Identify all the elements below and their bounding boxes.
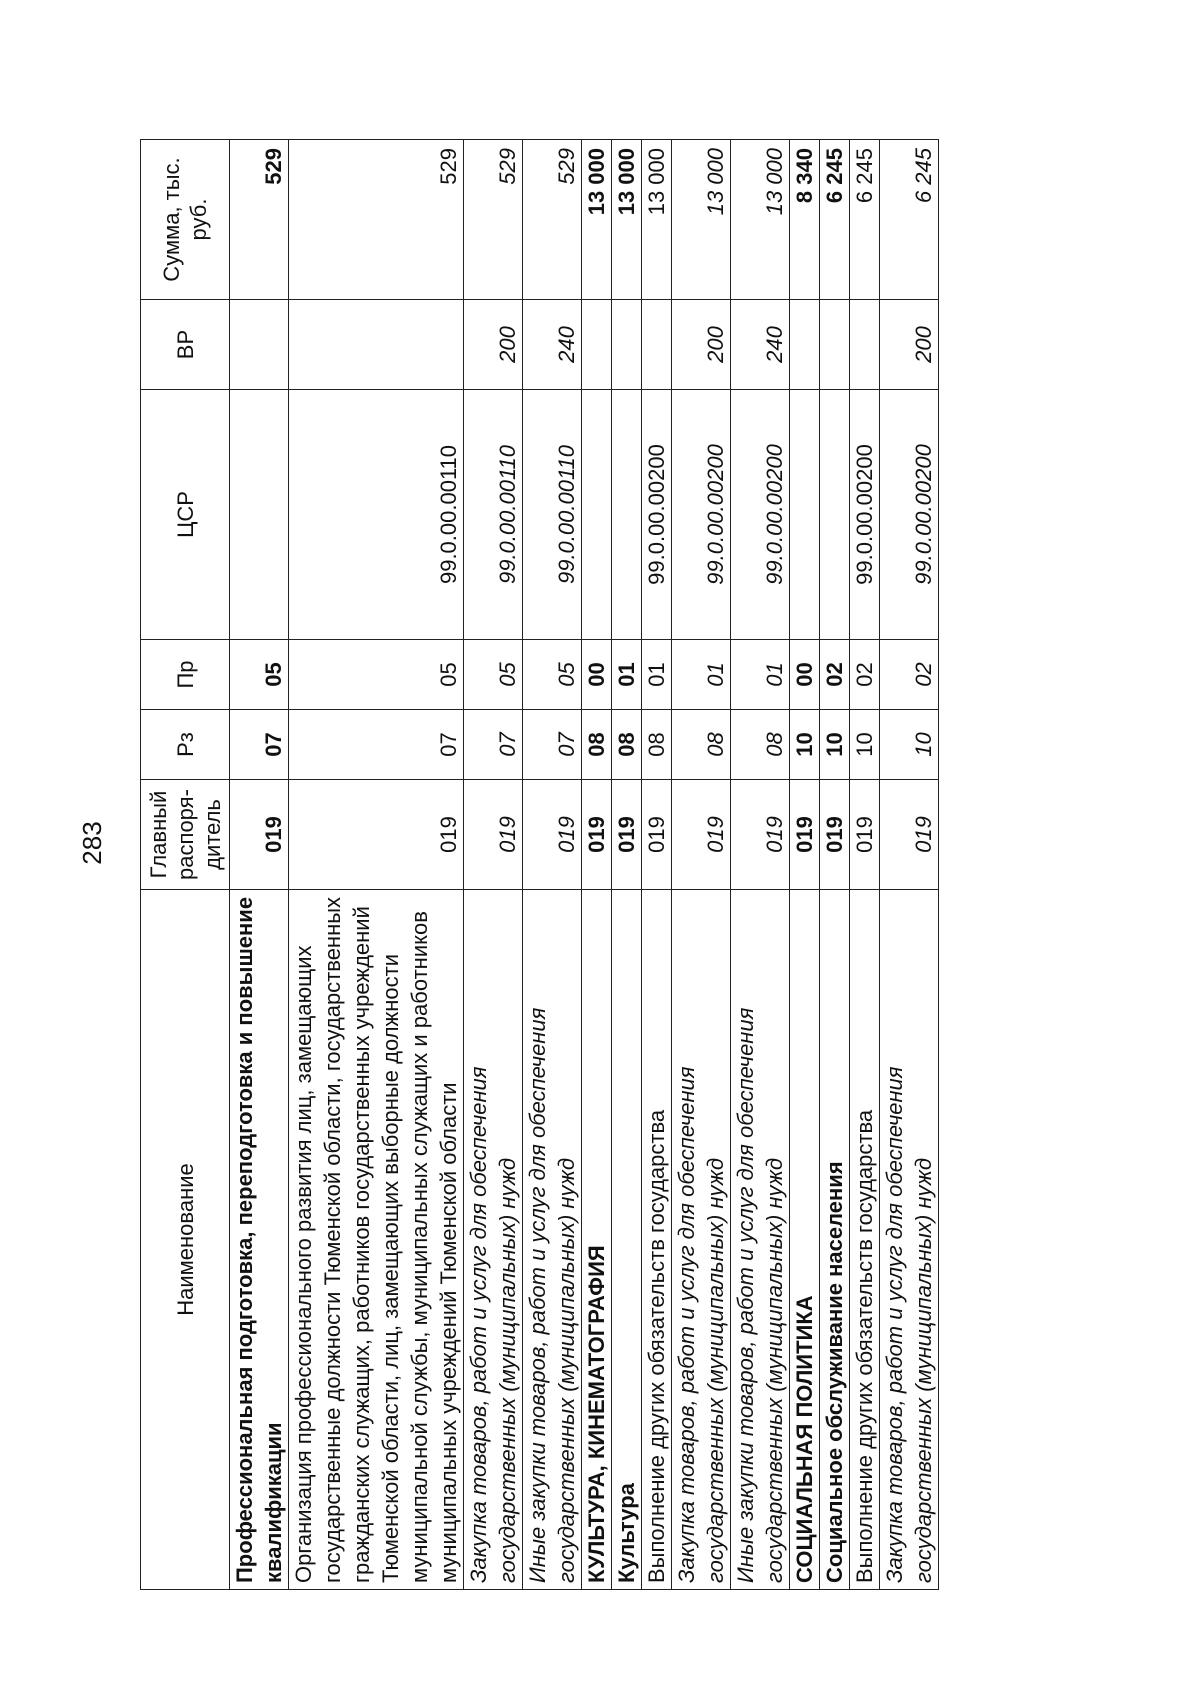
cell-vr: [612, 300, 642, 390]
cell-rz: 08: [582, 710, 612, 780]
header-vr: ВР: [141, 300, 230, 390]
cell-rz: 08: [612, 710, 642, 780]
cell-sum: 8 340: [790, 140, 820, 300]
header-name: Наименование: [141, 890, 230, 1590]
cell-gr: 019: [642, 780, 672, 890]
table-row: [612, 140, 642, 1590]
cell-pr: 02: [850, 640, 880, 710]
cell-vr: [790, 300, 820, 390]
cell-vr: 200: [880, 300, 939, 390]
cell-name: Выполнение других обязательств государства: [850, 890, 880, 1590]
cell-pr: 05: [230, 640, 289, 710]
cell-name: Закупка товаров, работ и услуг для обеспечения государственных (муниципальных) нужд: [880, 890, 939, 1590]
cell-csr: [612, 390, 642, 640]
rotated-table-container: [140, 140, 1025, 1590]
budget-table: [140, 139, 939, 1590]
table-row: [289, 140, 464, 1590]
cell-sum: 529: [230, 140, 289, 300]
cell-sum: 13 000: [612, 140, 642, 300]
cell-gr: 019: [230, 780, 289, 890]
cell-rz: 10: [880, 710, 939, 780]
cell-name: Культура: [612, 890, 642, 1590]
cell-pr: 05: [464, 640, 523, 710]
cell-sum: 13 000: [642, 140, 672, 300]
table-row: [582, 140, 612, 1590]
cell-csr: [230, 390, 289, 640]
cell-vr: [289, 300, 464, 390]
cell-vr: 240: [523, 300, 582, 390]
cell-sum: 529: [523, 140, 582, 300]
cell-sum: 13 000: [731, 140, 790, 300]
cell-sum: 13 000: [672, 140, 731, 300]
header-rz: Рз: [141, 710, 230, 780]
cell-gr: 019: [820, 780, 850, 890]
cell-name: Выполнение других обязательств государства: [642, 890, 672, 1590]
cell-pr: 01: [642, 640, 672, 710]
cell-csr: 99.0.00.00110: [523, 390, 582, 640]
page-number: 283: [76, 821, 107, 865]
cell-csr: 99.0.00.00200: [672, 390, 731, 640]
cell-vr: 240: [731, 300, 790, 390]
cell-vr: 200: [464, 300, 523, 390]
header-pr: Пр: [141, 640, 230, 710]
cell-vr: [642, 300, 672, 390]
cell-vr: [230, 300, 289, 390]
table-row: [850, 140, 880, 1590]
cell-csr: [582, 390, 612, 640]
cell-gr: 019: [850, 780, 880, 890]
cell-name: Закупка товаров, работ и услуг для обеспечения государственных (муниципальных) нужд: [672, 890, 731, 1590]
cell-pr: 01: [672, 640, 731, 710]
header-sum: Сумма, тыс. руб.: [141, 140, 230, 300]
cell-csr: 99.0.00.00110: [464, 390, 523, 640]
cell-name: Иные закупки товаров, работ и услуг для обеспечения государственных (муниципальных) нужд: [523, 890, 582, 1590]
cell-rz: 07: [523, 710, 582, 780]
table-row: [731, 140, 790, 1590]
cell-name: СОЦИАЛЬНАЯ ПОЛИТИКА: [790, 890, 820, 1590]
cell-pr: 05: [289, 640, 464, 710]
cell-gr: 019: [523, 780, 582, 890]
table-row: [523, 140, 582, 1590]
cell-vr: [582, 300, 612, 390]
cell-gr: 019: [880, 780, 939, 890]
cell-sum: 13 000: [582, 140, 612, 300]
cell-rz: 10: [850, 710, 880, 780]
cell-pr: 00: [582, 640, 612, 710]
cell-csr: [820, 390, 850, 640]
cell-name: Профессиональная подготовка, переподготовка и повышение квалификации: [230, 890, 289, 1590]
table-row: [672, 140, 731, 1590]
cell-rz: 07: [230, 710, 289, 780]
cell-pr: 02: [820, 640, 850, 710]
cell-name: КУЛЬТУРА, КИНЕМАТОГРАФИЯ: [582, 890, 612, 1590]
cell-gr: 019: [672, 780, 731, 890]
cell-csr: 99.0.00.00200: [850, 390, 880, 640]
cell-sum: 529: [464, 140, 523, 300]
cell-name: Социальное обслуживание населения: [820, 890, 850, 1590]
header-gr: Главный распоря-дитель: [141, 780, 230, 890]
cell-gr: 019: [464, 780, 523, 890]
cell-sum: 529: [289, 140, 464, 300]
cell-rz: 08: [672, 710, 731, 780]
cell-name: Организация профессионального развития лиц, замещающих государственные должности Тюменской области, государственных гражданских служащих, работников государственных учреждений Тюменской области, лиц, замещающих выборные должности муниципальной службы, муниципальных служащих и работников муниципальных учреждений Тюменской области: [289, 890, 464, 1590]
cell-vr: [850, 300, 880, 390]
cell-csr: 99.0.00.00200: [880, 390, 939, 640]
cell-rz: 10: [790, 710, 820, 780]
cell-vr: 200: [672, 300, 731, 390]
cell-name: Иные закупки товаров, работ и услуг для обеспечения государственных (муниципальных) нужд: [731, 890, 790, 1590]
cell-pr: 00: [790, 640, 820, 710]
cell-rz: 07: [289, 710, 464, 780]
cell-pr: 01: [612, 640, 642, 710]
cell-sum: 6 245: [820, 140, 850, 300]
cell-rz: 08: [642, 710, 672, 780]
cell-csr: [790, 390, 820, 640]
cell-gr: 019: [731, 780, 790, 890]
cell-pr: 02: [880, 640, 939, 710]
cell-gr: 019: [289, 780, 464, 890]
cell-gr: 019: [582, 780, 612, 890]
table-row: [880, 140, 939, 1590]
table-row: [464, 140, 523, 1590]
cell-csr: 99.0.00.00200: [731, 390, 790, 640]
cell-vr: [820, 300, 850, 390]
cell-name: Закупка товаров, работ и услуг для обеспечения государственных (муниципальных) нужд: [464, 890, 523, 1590]
cell-csr: 99.0.00.00200: [642, 390, 672, 640]
cell-sum: 6 245: [850, 140, 880, 300]
table-row: [642, 140, 672, 1590]
table-row: [820, 140, 850, 1590]
table-row: [790, 140, 820, 1590]
cell-gr: 019: [612, 780, 642, 890]
cell-csr: 99.0.00.00110: [289, 390, 464, 640]
cell-gr: 019: [790, 780, 820, 890]
cell-rz: 07: [464, 710, 523, 780]
cell-pr: 05: [523, 640, 582, 710]
cell-rz: 08: [731, 710, 790, 780]
header-csr: ЦСР: [141, 390, 230, 640]
cell-rz: 10: [820, 710, 850, 780]
cell-pr: 01: [731, 640, 790, 710]
cell-sum: 6 245: [880, 140, 939, 300]
table-row: [230, 140, 289, 1590]
table-header-row: [141, 140, 230, 1590]
